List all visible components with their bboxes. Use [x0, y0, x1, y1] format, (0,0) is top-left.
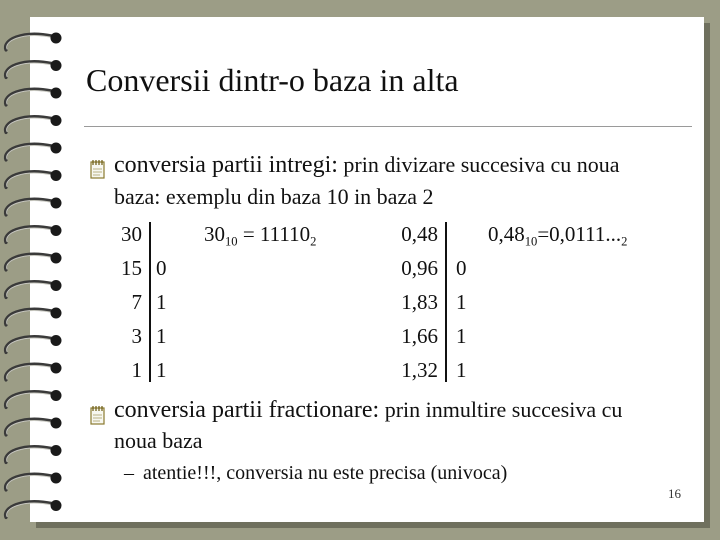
- fraction-digit: 1: [456, 324, 467, 348]
- remainder: 0: [156, 256, 167, 280]
- dividend: 1: [131, 358, 142, 382]
- fraction-value: 1,32: [401, 358, 438, 382]
- fraction-digit: 1: [456, 290, 467, 314]
- fraction-digit: 0: [456, 256, 467, 280]
- notepad-bullet-icon: [88, 158, 108, 180]
- title-divider: [84, 126, 692, 127]
- bullet1-rest: prin divizare succesiva cu noua: [337, 152, 620, 177]
- notepad-bullet-icon: [88, 404, 108, 426]
- integer-result-equation: $30_{10} = 11110_2$: [204, 222, 317, 249]
- fraction-value: 1,66: [401, 324, 438, 348]
- bullet2-line1: [114, 397, 622, 424]
- dividend: 15: [121, 256, 142, 280]
- sub-bullet-text: atentie!!!, conversia nu este precisa (univoca): [143, 462, 508, 484]
- sub-bullet-dash: –: [124, 462, 134, 484]
- dividend: 30: [121, 222, 142, 246]
- bullet2-lead: conversia partii fractionare:: [114, 397, 380, 423]
- fraction-digit: 1: [456, 358, 467, 382]
- bullet1-lead: conversia partii intregi:: [114, 152, 338, 178]
- bullet2-rest: prin inmultire succesiva cu: [379, 397, 623, 422]
- dividend: 3: [131, 324, 142, 348]
- page-number: 16: [668, 486, 681, 501]
- remainder: 1: [156, 324, 167, 348]
- slide-title: Conversii dintr-o baza in alta: [86, 62, 459, 98]
- fraction-value: 0,96: [401, 256, 438, 280]
- fraction-value: 0,48: [401, 222, 438, 246]
- remainder: 1: [156, 358, 167, 382]
- bullet1-line1: [114, 152, 620, 179]
- dividend: 7: [131, 290, 142, 314]
- bullet2-line2: noua baza: [114, 428, 203, 453]
- spiral-binding: [0, 0, 80, 540]
- bullet1-line2: baza: exemplu din baza 10 in baza 2: [114, 184, 434, 209]
- multiplication-separator: [445, 222, 447, 382]
- remainder: 1: [156, 290, 167, 314]
- fraction-value: 1,83: [401, 290, 438, 314]
- fraction-result-equation: $0,48_{10}=0,0111..._2$: [488, 222, 628, 249]
- division-separator: [149, 222, 151, 382]
